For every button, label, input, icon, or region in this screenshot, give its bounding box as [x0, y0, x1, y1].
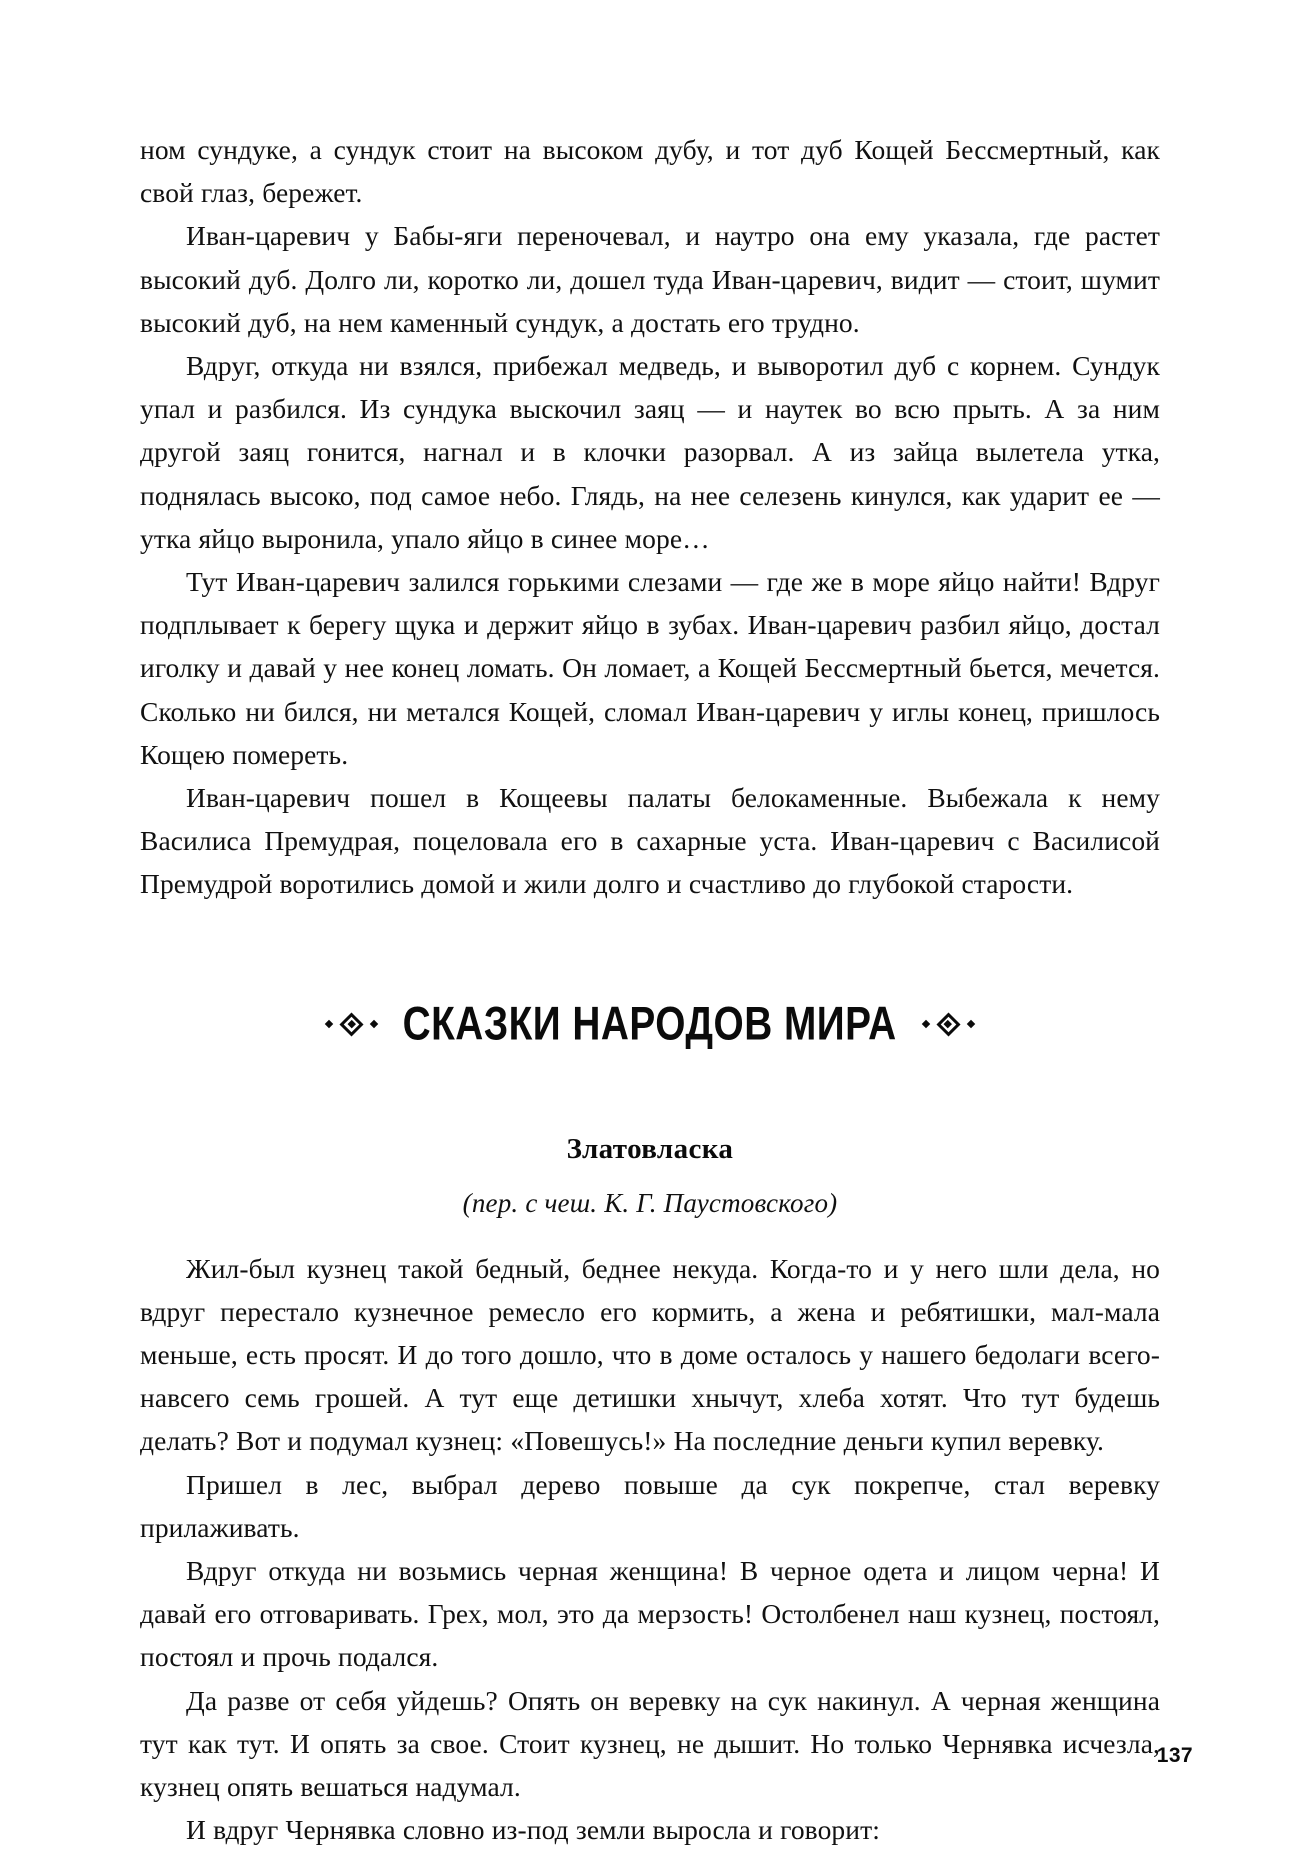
continued-story-text-block: [140, 128, 1160, 906]
ornament-dot: [370, 1020, 378, 1028]
ornament-diamond: [936, 1012, 961, 1037]
paragraph: Да разве от себя уйдешь? Опять он веревку на сук накинул. А черная женщина тут как тут. И опять за свое. Стоит кузнец, не дышит. Но только Чернявка исчезла, кузнец опять вешаться надумал.: [140, 1684, 1160, 1803]
section-heading-label: СКАЗКИ НАРОДОВ МИРА: [402, 997, 897, 1050]
ornament-dot: [921, 1020, 929, 1028]
page-content: [140, 128, 1160, 1852]
paragraph: ном сундуке, а сундук стоит на высоком дубу, и тот дуб Кощей Бессмертный, как свой глаз, бережет.: [140, 134, 1160, 209]
paragraph: Иван-царевич пошел в Кощеевы палаты белокаменные. Выбежала к нему Василиса Премудрая, поцеловала его в сахарные уста. Иван-царевич с Василисой Премудрой воротились домой и жили долго и счастливо до глубокой старости.: [140, 782, 1160, 900]
section-heading: [140, 997, 1160, 1050]
story-title: Златовласка: [566, 1132, 734, 1165]
ornament-dot: [325, 1020, 333, 1028]
paragraph: Вдруг откуда ни возьмись черная женщина! В черное одета и лицом черна! И давай его отговаривать. Грех, мол, это да мерзость! Остолбенел наш кузнец, постоял, постоял и прочь подался.: [140, 1555, 1160, 1673]
paragraph: Пришел в лес, выбрал дерево повыше да сук покрепче, стал веревку прилаживать.: [140, 1468, 1160, 1543]
paragraph: Вдруг, откуда ни взялся, прибежал медведь, и выворотил дуб с корнем. Сундук упал и разбился. Из сундука выскочил заяц — и наутек во всю прыть. А за ним другой заяц гонится, нагнал и в клочки разорвал. А из зайца вылетела утка, поднялась высоко, под самое небо. Глядь, на нее селезень кинулся, как ударит ее — утка яйцо выронила, упало яйцо в синее море…: [140, 350, 1160, 554]
story-translator-credit: (пер. с чеш. К. Г. Паустовского): [462, 1187, 838, 1218]
ornament-diamond: [339, 1012, 364, 1037]
diamond-ornament-icon-right: [923, 1012, 974, 1037]
diamond-ornament-icon-left: [326, 1012, 377, 1037]
page-number: 137: [1156, 1744, 1193, 1767]
paragraph: Тут Иван-царевич залился горькими слезами — где же в море яйцо найти! Вдруг подплывает к берегу щука и держит яйцо в зубах. Иван-царевич разбил яйцо, достал иголку и давай у нее конец ломать. Он ломает, а Кощей Бессмертный бьется, мечется. Сколько ни бился, ни метался Кощей, сломал Иван-царевич у иглы конец, пришлось Кощею помереть.: [140, 566, 1160, 770]
paragraph: Иван-царевич у Бабы-яги переночевал, и наутро она ему указала, где растет высокий дуб. Долго ли, коротко ли, дошел туда Иван-царевич, видит — стоит, шумит высокий дуб, на нем каменный сундук, а достать его трудно.: [140, 220, 1160, 338]
story-text-block: [140, 1247, 1160, 1852]
ornament-dot: [966, 1020, 974, 1028]
paragraph: И вдруг Чернявка словно из-под земли выросла и говорит:: [186, 1814, 880, 1846]
paragraph: Жил-был кузнец такой бедный, беднее некуда. Когда-то и у него шли дела, но вдруг перестало кузнечное ремесло его кормить, а жена и ребятишки, мал-мала меньше, есть просят. И до того дошло, что в доме осталось у нашего бедолаги всего-навсего семь грошей. А тут еще детишки хнычут, хлеба хотят. Что тут будешь делать? Вот и подумал кузнец: «Повешусь!» На последние деньги купил веревку.: [140, 1252, 1160, 1457]
